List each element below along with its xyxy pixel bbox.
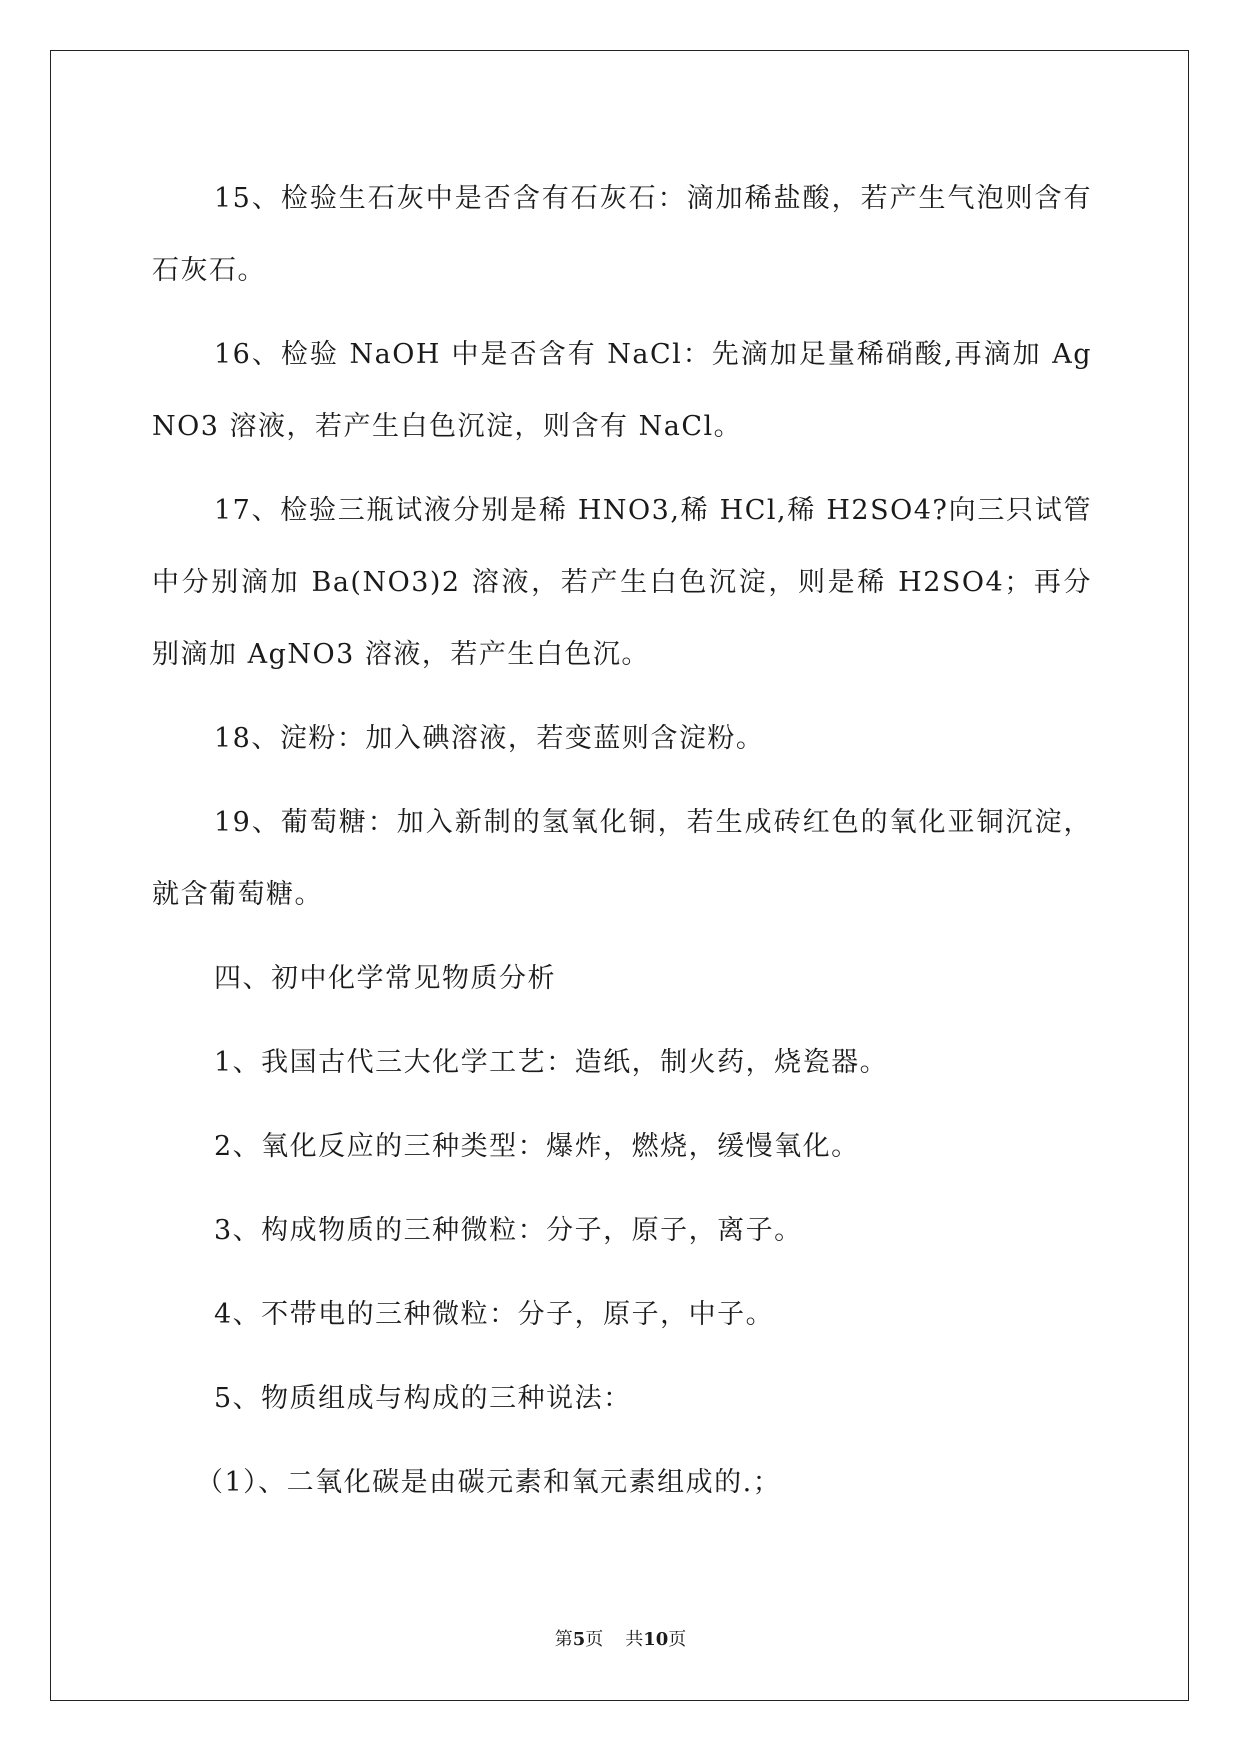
list-item-oxidation-types: 2、氧化反应的三种类型：爆炸，燃烧，缓慢氧化。 [214, 1131, 860, 1162]
page-footer [0, 1625, 1241, 1655]
footer-total-suffix: 页 [668, 1629, 687, 1650]
list-item-composition-statements: 5、物质组成与构成的三种说法： [214, 1383, 632, 1414]
list-subitem-co2-composition: （1）、二氧化碳是由碳元素和氧元素组成的.； [196, 1467, 782, 1498]
paragraph-17-three-acids-test: 17、检验三瓶试液分别是稀 HNO3,稀 HCl,稀 H2SO4?向三只试管中分别滴加 Ba(NO3)2 溶液，若产生白色沉淀，则是稀 H2SO4；再分别滴加 AgNO3 溶液，若产生白色沉。 [152, 495, 1092, 670]
paragraph-15-quicklime-test: 15、检验生石灰中是否含有石灰石：滴加稀盐酸，若产生气泡则含有石灰石。 [152, 183, 1092, 286]
footer-page-prefix: 第 [554, 1629, 573, 1650]
list-item-matter-particles: 3、构成物质的三种微粒：分子，原子，离子。 [214, 1215, 803, 1246]
paragraph-16-naoh-nacl-test: 16、检验 NaOH 中是否含有 NaCl：先滴加足量稀硝酸,再滴加 AgNO3 溶液，若产生白色沉淀，则含有 NaCl。 [152, 339, 1092, 442]
list-item-ancient-crafts: 1、我国古代三大化学工艺：造纸，制火药，烧瓷器。 [214, 1047, 889, 1078]
footer-total-pages: 10 [643, 1629, 669, 1650]
section-heading-common-substances: 四、初中化学常见物质分析 [214, 963, 556, 994]
footer-page-number: 5 [572, 1629, 586, 1650]
footer-total-prefix: 共 [625, 1629, 644, 1650]
paragraph-18-starch-test: 18、淀粉：加入碘溶液，若变蓝则含淀粉。 [214, 723, 765, 754]
paragraph-19-glucose-test: 19、葡萄糖：加入新制的氢氧化铜，若生成砖红色的氧化亚铜沉淀，就含葡萄糖。 [152, 807, 1092, 910]
document-body [152, 163, 1092, 1531]
footer-page-suffix: 页 [585, 1629, 604, 1650]
list-item-neutral-particles: 4、不带电的三种微粒：分子，原子，中子。 [214, 1299, 775, 1330]
